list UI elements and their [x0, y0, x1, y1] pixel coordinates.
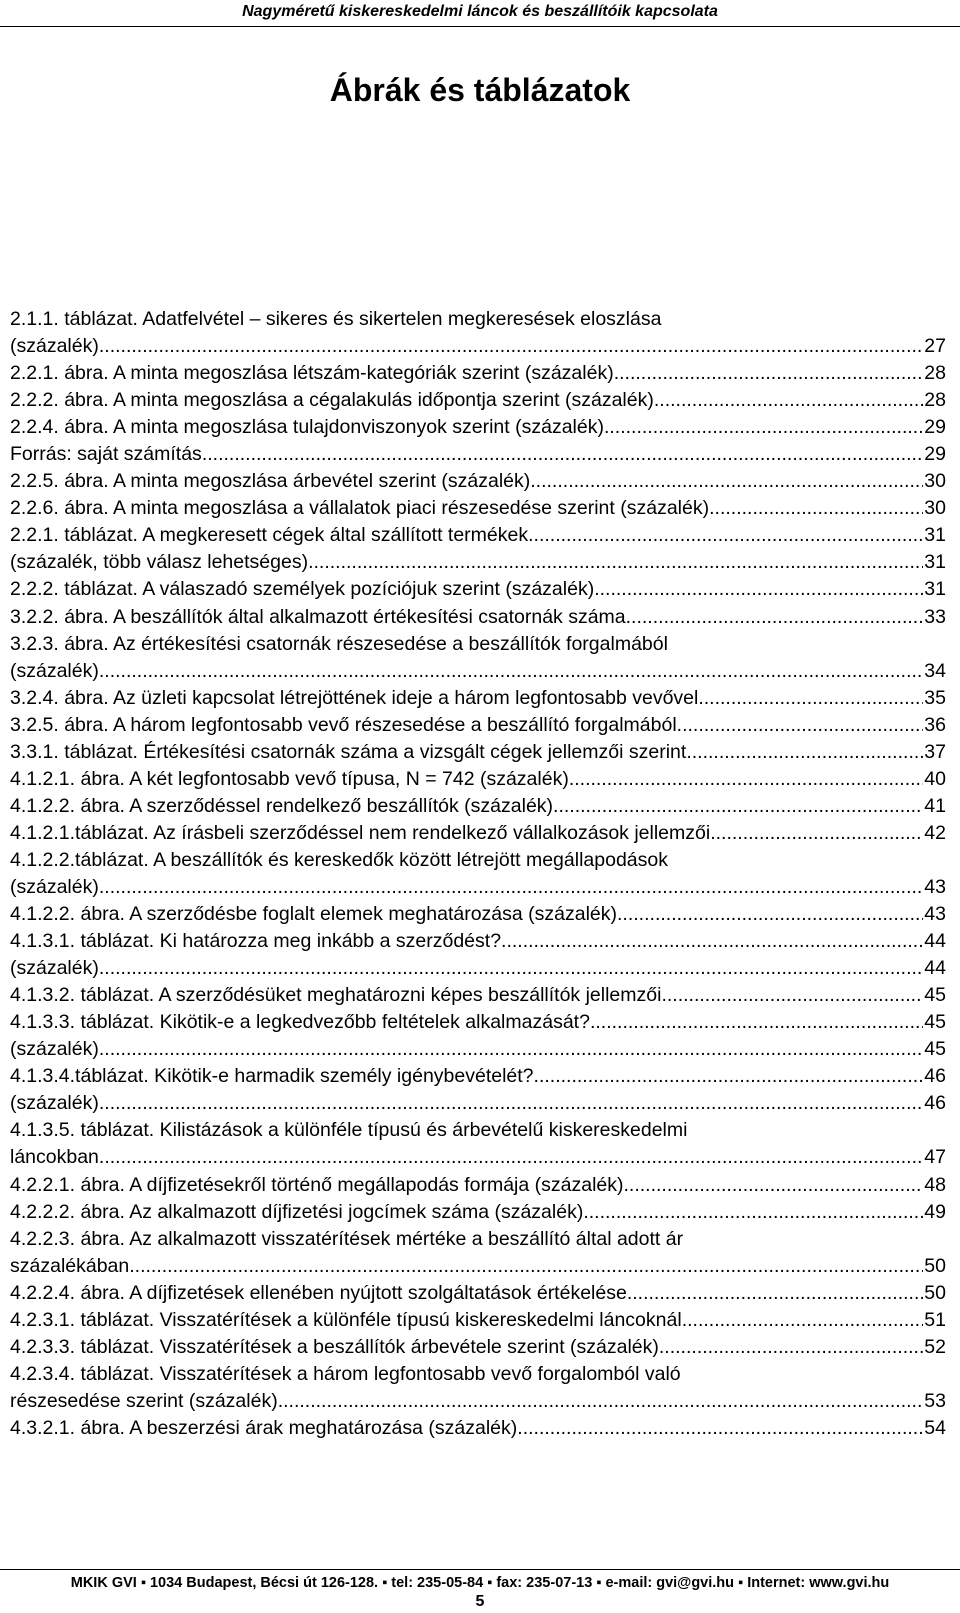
toc-entry[interactable] — [10, 793, 946, 820]
toc-entry-title: 4.1.3.2. táblázat. A szerződésüket meghatározni képes beszállítók jellemzői — [10, 984, 662, 1007]
toc-page-number: 48 — [924, 1173, 946, 1196]
toc-dot-leader — [654, 387, 923, 414]
toc-dot-leader — [604, 414, 923, 441]
toc-page-number: 29 — [924, 443, 946, 466]
toc-page-number: 42 — [924, 821, 946, 844]
toc-page-number: 43 — [924, 903, 946, 926]
toc-entry-title: 4.1.3.3. táblázat. Kikötik-e a legkedvezőbb feltételek alkalmazását? — [10, 1011, 590, 1034]
toc-page-number: 43 — [924, 875, 946, 898]
toc-entry[interactable] — [10, 1009, 946, 1036]
toc-entry[interactable] — [10, 306, 946, 333]
toc-entry-title: 4.1.3.4.táblázat. Kikötik-e harmadik személy igénybevételét? — [10, 1065, 534, 1088]
toc-entry-title: 2.2.1. táblázat. A megkeresett cégek által szállított termékek — [10, 524, 529, 547]
toc-entry[interactable] — [10, 1226, 946, 1253]
toc-dot-leader — [530, 468, 923, 495]
toc-dot-leader — [99, 874, 923, 901]
toc-page-number: 46 — [924, 1065, 946, 1088]
toc-entry[interactable] — [10, 1036, 946, 1063]
toc-entry-title: 2.2.2. ábra. A minta megoszlása a cégalakulás időpontja szerint (százalék) — [10, 389, 654, 412]
toc-entry[interactable] — [10, 955, 946, 982]
toc-entry-title: 4.1.2.1.táblázat. Az írásbeli szerződéssel nem rendelkező vállalkozások jellemzői — [10, 821, 711, 844]
page-title: Ábrák és táblázatok — [329, 72, 631, 108]
toc-dot-leader — [626, 604, 924, 631]
toc-entry[interactable] — [10, 928, 946, 955]
toc-page-number: 41 — [924, 794, 946, 817]
toc-dot-leader — [517, 1415, 923, 1442]
toc-page-number: 30 — [924, 497, 946, 520]
toc-dot-leader — [129, 1253, 923, 1280]
toc-page-number: 28 — [924, 362, 946, 385]
toc-page-number: 33 — [924, 605, 946, 628]
toc-page-number: 51 — [924, 1308, 946, 1331]
toc-entry-title: 3.2.3. ábra. Az értékesítési csatornák részesedése a beszállítók forgalmából — [10, 632, 668, 655]
toc-entry-title: 4.2.2.3. ábra. Az alkalmazott visszatérítések mértéke a beszállító által adott ár — [10, 1227, 684, 1250]
toc-dot-leader — [308, 549, 923, 576]
toc-entry[interactable] — [10, 1280, 946, 1307]
toc-entry-title: 4.1.2.1. ábra. A két legfontosabb vevő típusa, N = 742 (százalék) — [10, 767, 569, 790]
toc-entry-title: 3.2.4. ábra. Az üzleti kapcsolat létrejöttének ideje a három legfontosabb vevővel — [10, 686, 699, 709]
toc-entry[interactable] — [10, 333, 946, 360]
toc-dot-leader — [617, 901, 923, 928]
toc-page-number: 49 — [924, 1200, 946, 1223]
toc-entry-title: 2.2.4. ábra. A minta megoszlása tulajdonviszonyok szerint (százalék) — [10, 416, 604, 439]
toc-entry-title: részesedése szerint (százalék) — [10, 1389, 278, 1412]
toc-entry-title: 3.3.1. táblázat. Értékesítési csatornák száma a vizsgált cégek jellemzői szerint — [10, 740, 687, 763]
toc-page-number: 34 — [924, 659, 946, 682]
toc-page-number: 45 — [924, 984, 946, 1007]
toc-entry[interactable] — [10, 820, 946, 847]
toc-entry[interactable] — [10, 1117, 946, 1144]
toc-entry[interactable] — [10, 982, 946, 1009]
toc-entry[interactable] — [10, 576, 946, 603]
toc-entry[interactable] — [10, 1199, 946, 1226]
toc-entry[interactable] — [10, 1361, 946, 1388]
toc-entry[interactable] — [10, 495, 946, 522]
toc-page-number: 50 — [924, 1254, 946, 1277]
toc-entry[interactable] — [10, 360, 946, 387]
toc-entry[interactable] — [10, 847, 946, 874]
toc-entry-title: (százalék) — [10, 1092, 99, 1115]
toc-entry-title: 4.1.3.1. táblázat. Ki határozza meg inkább a szerződést? — [10, 930, 502, 953]
toc-dot-leader — [659, 1334, 923, 1361]
toc-dot-leader — [278, 1388, 924, 1415]
toc-dot-leader — [528, 522, 923, 549]
toc-entry[interactable] — [10, 1172, 946, 1199]
toc-entry[interactable] — [10, 1063, 946, 1090]
toc-entry-title: Forrás: saját számítás — [10, 443, 202, 466]
toc-dot-leader — [594, 576, 923, 603]
toc-entry-title: 4.3.2.1. ábra. A beszerzési árak meghatározása (százalék) — [10, 1416, 518, 1439]
toc-entry[interactable] — [10, 712, 946, 739]
toc-page-number: 27 — [924, 335, 946, 358]
toc-page-number: 54 — [924, 1416, 946, 1439]
toc-entry-title: 4.1.3.5. táblázat. Kilistázások a különféle típusú és árbevételű kiskereskedelmi — [10, 1119, 688, 1142]
toc-page-number: 29 — [924, 416, 946, 439]
toc-page-number: 44 — [924, 930, 946, 953]
toc-entry[interactable] — [10, 387, 946, 414]
toc-dot-leader — [709, 495, 923, 522]
toc-entry[interactable] — [10, 604, 946, 631]
toc-page-number: 37 — [924, 740, 946, 763]
toc-entry-title: 3.2.5. ábra. A három legfontosabb vevő részesedése a beszállító forgalmából — [10, 713, 677, 736]
toc-page-number: 35 — [924, 686, 946, 709]
toc-dot-leader — [624, 1172, 924, 1199]
toc-entry-title: (százalék) — [10, 957, 99, 980]
toc-page-number: 53 — [924, 1389, 946, 1412]
toc-page-number: 31 — [924, 551, 946, 574]
toc-dot-leader — [569, 766, 923, 793]
toc-entry-title: 4.1.2.2. ábra. A szerződésbe foglalt elemek meghatározása (százalék) — [10, 903, 618, 926]
toc-entry-title: (százalék) — [10, 1038, 99, 1061]
toc-entry-title: 2.1.1. táblázat. Adatfelvétel – sikeres és sikertelen megkeresések eloszlása — [10, 308, 662, 330]
toc-entry-title: 4.2.3.1. táblázat. Visszatérítések a különféle típusú kiskereskedelmi láncoknál — [10, 1308, 682, 1331]
toc-dot-leader — [661, 982, 923, 1009]
toc-dot-leader — [682, 1307, 924, 1334]
toc-entry-title: (százalék, több válasz lehetséges) — [10, 551, 309, 574]
toc-entry-title: 2.2.1. ábra. A minta megoszlása létszám-kategóriák szerint (százalék) — [10, 362, 614, 385]
toc-dot-leader — [99, 1090, 923, 1117]
toc-entry-title: 4.2.3.4. táblázat. Visszatérítések a három legfontosabb vevő forgalomból való — [10, 1362, 681, 1385]
toc-entry-title: 4.2.2.2. ábra. Az alkalmazott díjfizetési jogcímek száma (százalék) — [10, 1200, 584, 1223]
toc-dot-leader — [553, 793, 923, 820]
toc-dot-leader — [99, 1144, 923, 1171]
toc-entry[interactable] — [10, 414, 946, 441]
toc-entry-title: (százalék) — [10, 335, 99, 358]
toc-entry[interactable] — [10, 1090, 946, 1117]
footer-divider — [0, 1569, 960, 1570]
table-of-figures — [10, 306, 946, 1442]
toc-page-number: 31 — [924, 524, 946, 547]
toc-entry[interactable] — [10, 549, 946, 576]
toc-page-number: 44 — [924, 957, 946, 980]
toc-page-number: 30 — [924, 470, 946, 493]
toc-dot-leader — [614, 360, 924, 387]
toc-page-number: 40 — [924, 767, 946, 790]
toc-entry-title: 4.2.3.3. táblázat. Visszatérítések a beszállítók árbevétele szerint (százalék) — [10, 1335, 659, 1358]
toc-page-number: 46 — [924, 1092, 946, 1115]
page-footer: MKIK GVI ▪ 1034 Budapest, Bécsi út 126-128. ▪ tel: 235-05-84 ▪ fax: 235-07-13 ▪ e-mail: gvi@gvi.hu ▪ Internet: www.gvi.hu — [70, 1575, 890, 1591]
toc-dot-leader — [501, 928, 923, 955]
toc-entry-title: 4.1.2.2.táblázat. A beszállítók és kereskedők között létrejött megállapodások — [10, 848, 668, 871]
toc-entry-title: százalékában — [10, 1254, 130, 1277]
toc-entry-title: 4.1.2.2. ábra. A szerződéssel rendelkező beszállítók (százalék) — [10, 794, 554, 817]
toc-entry-title: 2.2.2. táblázat. A válaszadó személyek pozíciójuk szerint (százalék) — [10, 578, 595, 601]
toc-dot-leader — [534, 1063, 924, 1090]
toc-entry-title: 4.2.2.4. ábra. A díjfizetések ellenében nyújtott szolgáltatások értékelése — [10, 1281, 627, 1304]
toc-entry-title: 3.2.2. ábra. A beszállítók által alkalmazott értékesítési csatornák száma — [10, 605, 626, 628]
toc-dot-leader — [710, 820, 923, 847]
toc-page-number: 31 — [924, 578, 946, 601]
toc-entry-title: 2.2.5. ábra. A minta megoszlása árbevétel szerint (százalék) — [10, 470, 531, 493]
toc-page-number: 36 — [924, 713, 946, 736]
toc-entry[interactable] — [10, 658, 946, 685]
toc-page-number: 47 — [924, 1146, 946, 1169]
toc-page-number: 45 — [924, 1011, 946, 1034]
toc-entry[interactable] — [10, 739, 946, 766]
toc-dot-leader — [590, 1009, 923, 1036]
toc-dot-leader — [99, 1036, 923, 1063]
toc-dot-leader — [99, 955, 923, 982]
page-header: Nagyméretű kiskereskedelmi láncok és beszállítóik kapcsolata — [242, 3, 718, 20]
toc-page-number: 45 — [924, 1038, 946, 1061]
page-number: 5 — [475, 1593, 485, 1610]
toc-entry[interactable] — [10, 631, 946, 658]
toc-entry[interactable] — [10, 522, 946, 549]
toc-dot-leader — [99, 658, 923, 685]
toc-entry-title: 4.2.2.1. ábra. A díjfizetésekről történő megállapodás formája (százalék) — [10, 1173, 624, 1196]
toc-entry[interactable] — [10, 1388, 946, 1415]
toc-dot-leader — [686, 739, 923, 766]
toc-entry[interactable] — [10, 901, 946, 928]
toc-entry-title: láncokban — [10, 1146, 99, 1169]
toc-entry[interactable] — [10, 468, 946, 495]
toc-entry[interactable] — [10, 1144, 946, 1171]
toc-dot-leader — [627, 1280, 923, 1307]
toc-entry[interactable] — [10, 1307, 946, 1334]
toc-dot-leader — [677, 712, 924, 739]
toc-entry-title: (százalék) — [10, 875, 99, 898]
toc-entry[interactable] — [10, 874, 946, 901]
toc-entry-title: (százalék) — [10, 659, 99, 682]
toc-entry-title: 2.2.6. ábra. A minta megoszlása a vállalatok piaci részesedése szerint (százalék) — [10, 497, 710, 520]
toc-page-number: 50 — [924, 1281, 946, 1304]
toc-entry[interactable] — [10, 1415, 946, 1442]
toc-dot-leader — [698, 685, 923, 712]
toc-dot-leader — [202, 441, 923, 468]
toc-page-number: 28 — [924, 389, 946, 412]
toc-dot-leader — [583, 1199, 923, 1226]
toc-entry[interactable] — [10, 685, 946, 712]
toc-entry[interactable] — [10, 1253, 946, 1280]
header-divider — [0, 26, 960, 27]
toc-entry[interactable] — [10, 766, 946, 793]
toc-dot-leader — [99, 333, 923, 360]
toc-page-number: 52 — [924, 1335, 946, 1358]
toc-entry[interactable] — [10, 441, 946, 468]
toc-entry[interactable] — [10, 1334, 946, 1361]
